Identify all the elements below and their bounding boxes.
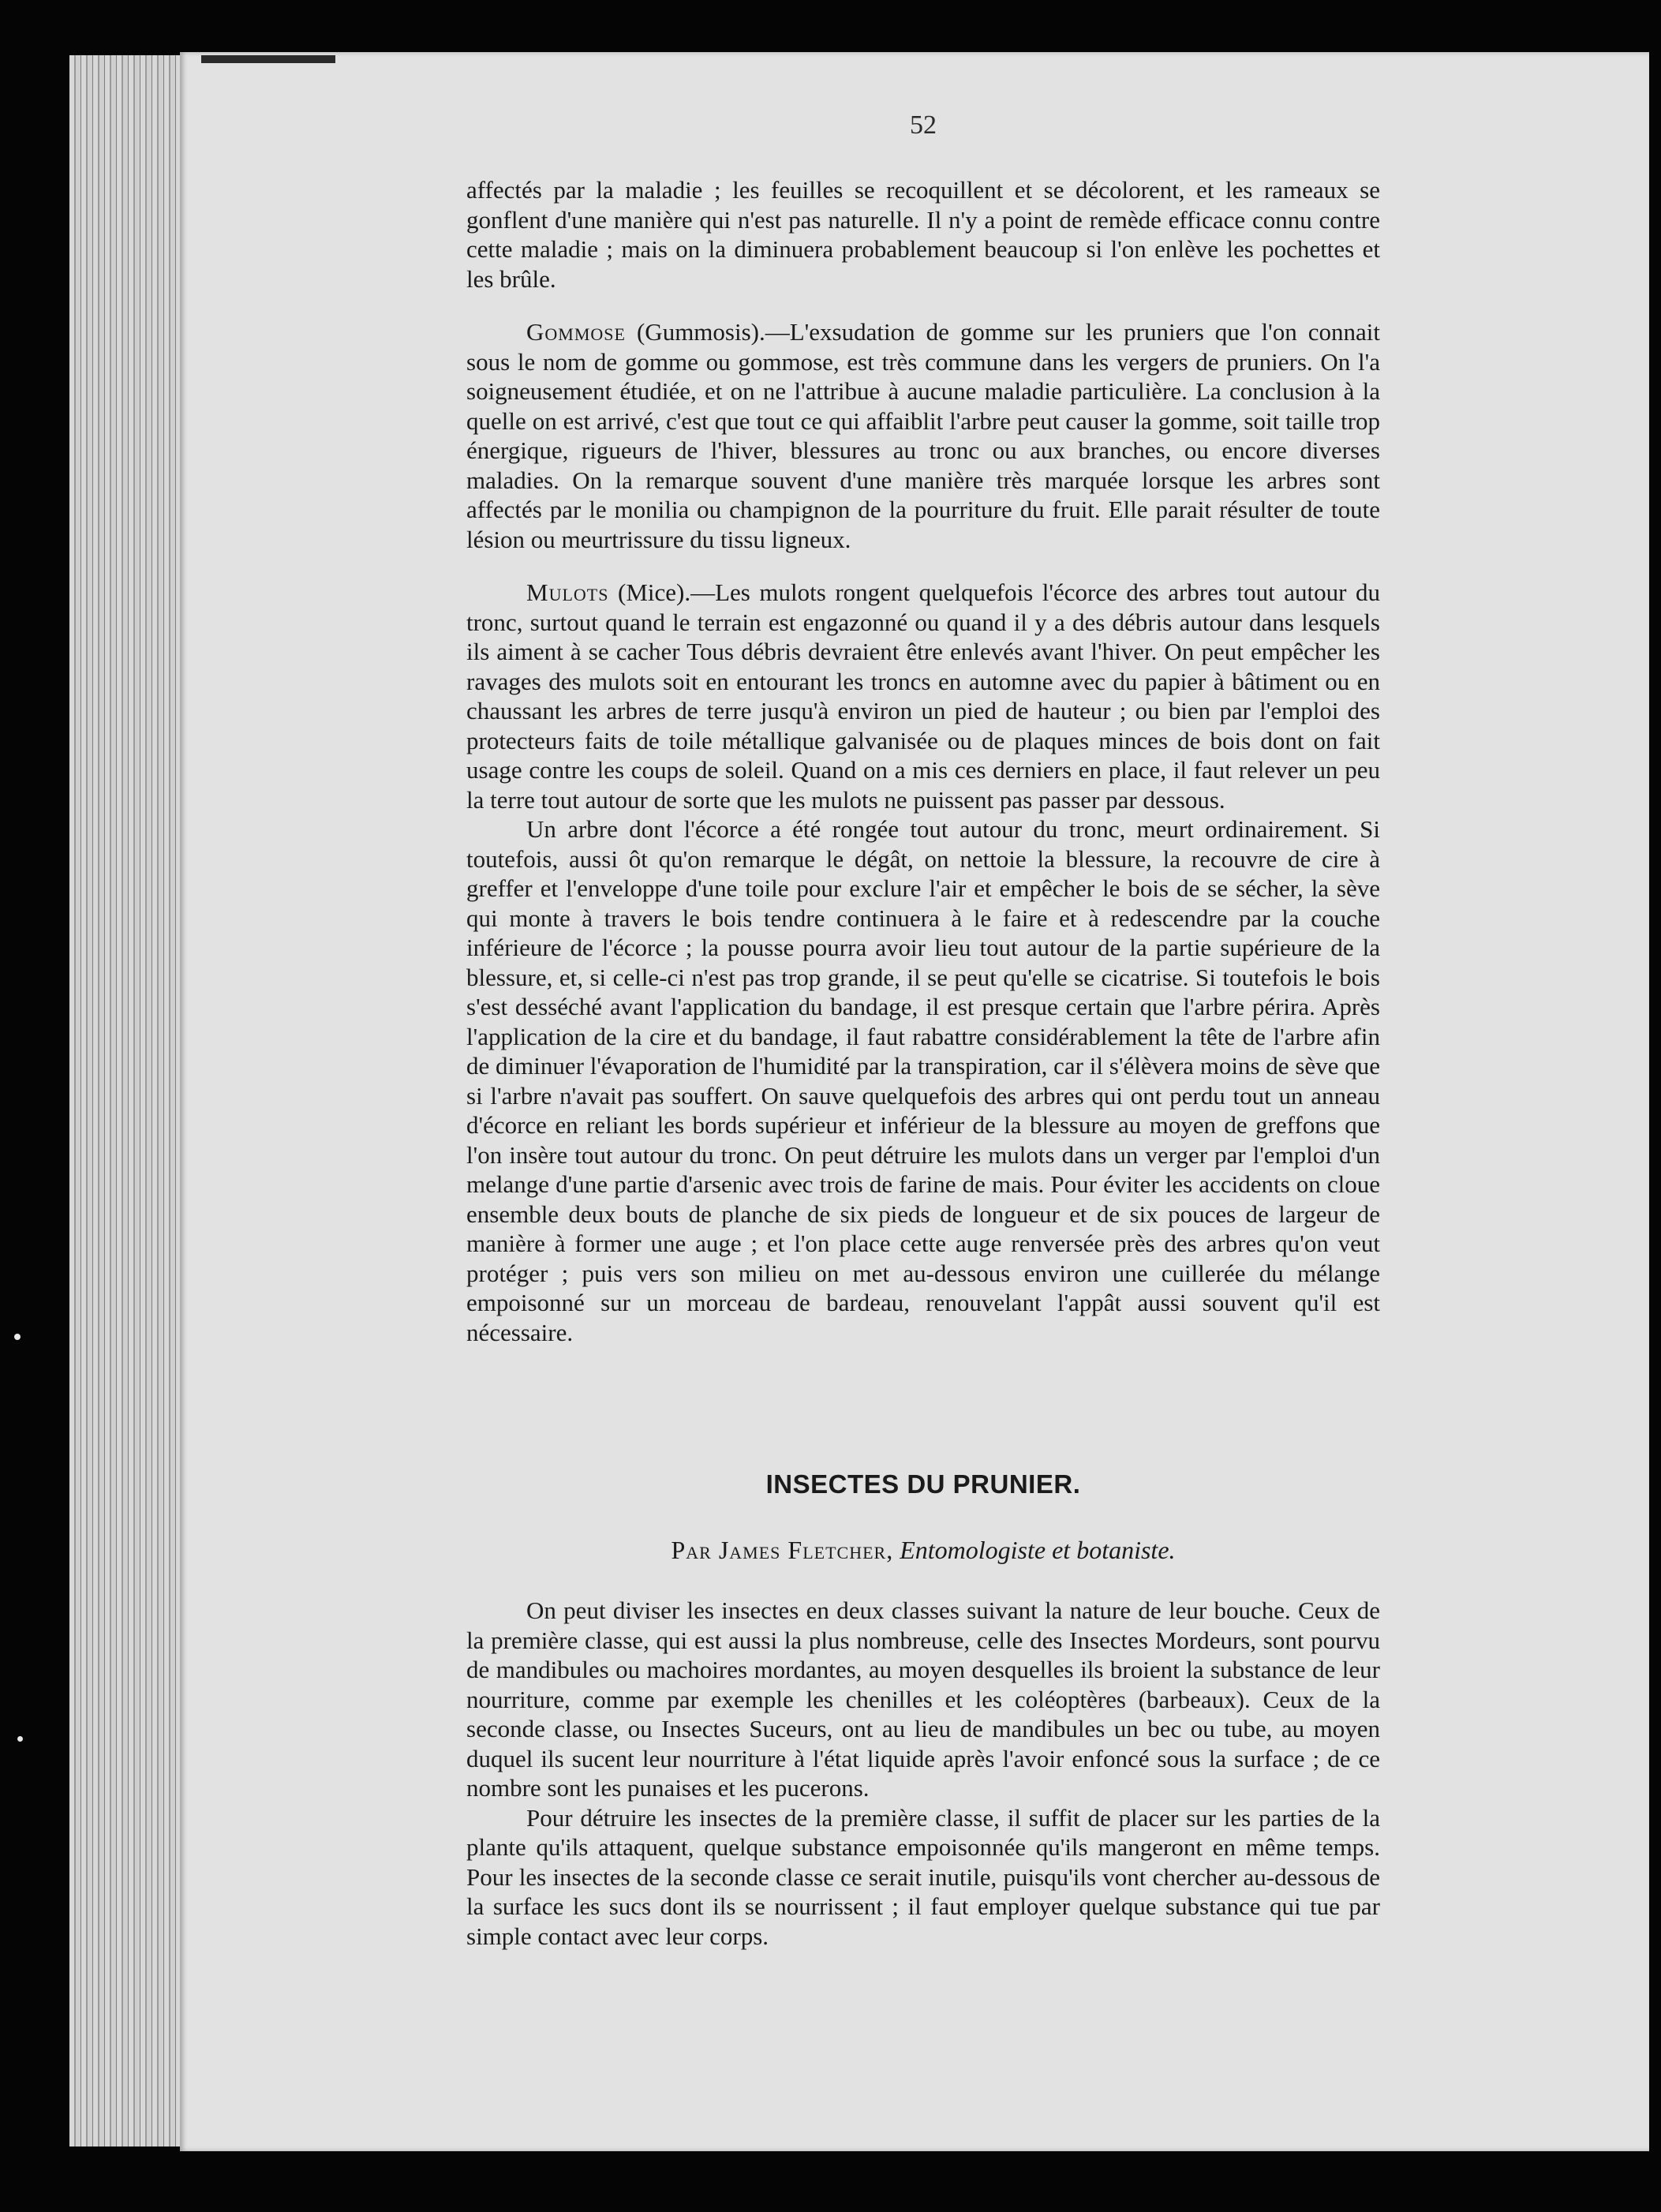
- gommose-english: (Gummosis).: [636, 318, 765, 346]
- mulots-heading: Mulots: [526, 578, 609, 606]
- speck: [14, 1334, 21, 1340]
- mulots-text: —Les mulots rongent quelquefois l'écorce des arbres tout autour du tronc, surtout quand le terrain est engazonné ou quand il y a des débris autour dans lesquels ils aiment à se cacher Tous débris devraient être enlevés avant l'hiver. On peut empêcher les ravages des mulots soit en entourant les troncs en automne avec du papier à bâtiment ou en chaussant les arbres de terre jusqu'à environ un pied de hauteur ; ou bien par l'emploi des protecteurs faits de toile métallique galvanisée ou de plaques minces de bois dont on fait usage contre les coups de soleil. Quand on a mis ces derniers en place, il faut relever un peu la terre tout autour de sorte que les mulots ne puissent pas passer par dessous.: [466, 578, 1380, 814]
- gommose-paragraph: [466, 317, 1380, 554]
- insectes-paragraph-1: On peut diviser les insectes en deux classes suivant la nature de leur bouche. Ceux de la première classe, qui est aussi la plus nombreuse, celle des Insectes Mordeurs, sont pourvu de mandibules ou machoires mordantes, au moyen desquelles ils broient la substance de leur nourriture, comme par exemple les chenilles et les coléoptères (barbeaux). Ceux de la seconde classe, ou Insectes Suceurs, ont au lieu de mandibules un bec ou tube, au moyen duquel ils sucent leur nourriture à l'état liquide après l'avoir enfoncé sous la surface ; de ce nombre sont les punaises et les pucerons.: [466, 1596, 1380, 1802]
- byline-author: Par James Fletcher,: [671, 1536, 894, 1564]
- speck: [17, 1736, 23, 1742]
- section-heading: INSECTES DU PRUNIER.: [765, 1469, 1081, 1499]
- page-number: 52: [910, 110, 937, 140]
- byline-role: Entomologiste et botaniste.: [900, 1536, 1176, 1564]
- insectes-paragraph-2: Pour détruire les insectes de la première classe, il suffit de placer sur les parties de la plante qu'ils attaquent, quelque substance empoisonnée qu'ils mangeront en même temps. Pour les insectes de la seconde classe ce serait inutile, puisqu'ils vont chercher au-dessous de la surface les sucs dont ils se nourrissent ; il faut employer quelque substance qui tue par simple contact avec leur corps.: [466, 1803, 1380, 1950]
- gommose-text: —L'exsudation de gomme sur les pruniers que l'on connait sous le nom de gomme ou gommose, est très commune dans les vergers de pruniers. On l'a soigneusement étudiée, et on ne l'attribue à aucune maladie particulière. La conclusion à la quelle on est arrivé, c'est que tout ce qui affaiblit l'arbre peut causer la gomme, soit taille trop énergique, rigueurs de l'hiver, blessures au tronc ou aux branches, ou encore diverses maladies. On la remarque souvent d'une manière très marquée lorsque les arbres sont affectés par le monilia ou champignon de la pourriture du fruit. Elle parait résulter de toute lésion ou meurtrissure du tissu ligneux.: [466, 318, 1380, 553]
- body-top: [466, 175, 1380, 1347]
- edge-mark: [201, 55, 335, 63]
- mulots-paragraph-2: Un arbre dont l'écorce a été rongée tout autour du tronc, meurt ordinairement. Si toutefois, aussi ôt qu'on remarque le dégât, on nettoie la blessure, la recouvre de cire à greffer et l'enveloppe d'une toile pour exclure l'air et empêcher le bois de se sécher, la sève qui monte à travers le bois tendre continuera à le faire et à redescendre par la couche inférieure de l'écorce ; la pousse pourra avoir lieu tout autour de la partie supérieure de la blessure, et, si celle-ci n'est pas trop grande, il se peut qu'elle se cicatrise. Si toutefois le bois s'est desséché avant l'application du bandage, il est presque certain que l'arbre périra. Après l'application de la cire et du bandage, il faut rabattre considérablement la tête de l'arbre afin de diminuer l'évaporation de l'humidité par la transpiration, car il s'élèvera moins de sève que si l'arbre n'avait pas souffert. On sauve quelquefois des arbres qui ont perdu tout un anneau d'écorce en reliant les bords supérieur et inférieur de la blessure au moyen de greffons que l'on insère tout autour du tronc. On peut détruire les mulots dans un verger par l'emploi d'un melange d'une partie d'arsenic avec trois de farine de mais. Pour éviter les accidents on cloue ensemble deux bouts de planche de six pieds de longueur et de six pouces de largeur de manière à former une auge ; et l'on place cette auge renversée près des arbres qu'on veut protéger ; puis vers son milieu on met au-dessous environ une cuillerée du mélange empoisonné sur un morceau de bardeau, renouvelant l'appât aussi souvent qu'il est nécessaire.: [466, 815, 1380, 1346]
- gommose-heading: Gommose: [526, 318, 626, 346]
- page-edges: [69, 55, 180, 2147]
- body-bottom: [466, 1596, 1380, 1951]
- mulots-english: (Mice).: [618, 578, 691, 606]
- mulots-paragraph: [466, 578, 1380, 814]
- byline: [466, 1536, 1380, 1566]
- continuation-paragraph: affectés par la maladie ; les feuilles se recoquillent et se décolorent, et les rameaux se gonflent d'une manière qui n'est pas naturelle. Il n'y a point de remède efficace connu contre cette maladie ; mais on la diminuera probablement beaucoup si l'on enlève les pochettes et les brûle.: [466, 176, 1380, 293]
